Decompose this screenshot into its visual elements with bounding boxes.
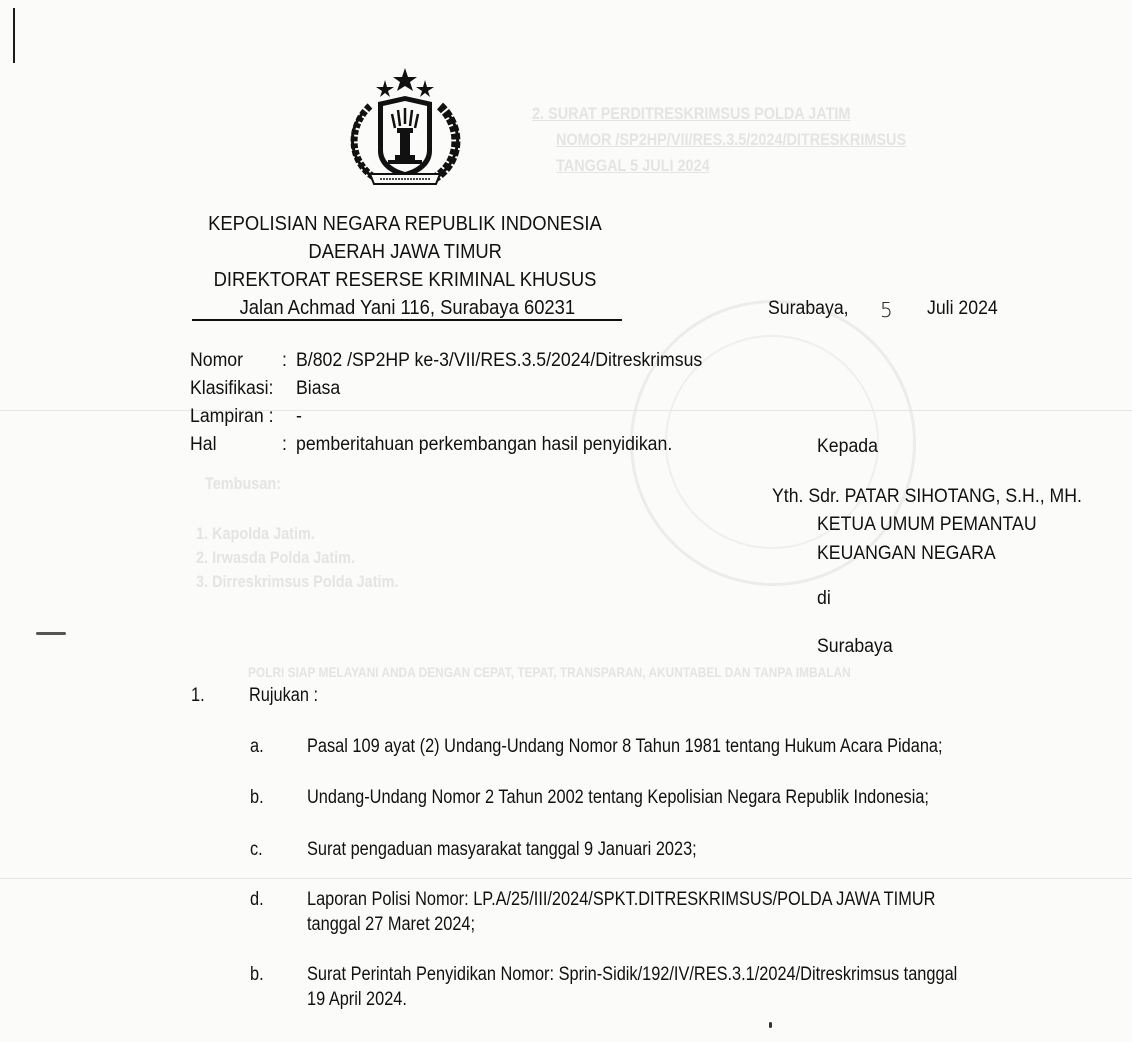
list-text: Laporan Polisi Nomor: LP.A/25/III/2024/SPKT.DITRESKRIMSUS/POLDA JAWA TIMUR xyxy=(307,889,936,910)
recipient-di: di xyxy=(817,588,831,609)
lampiran-label: Lampiran : xyxy=(190,406,274,427)
list-text: Undang-Undang Nomor 2 Tahun 2002 tentang Kepolisian Negara Republik Indonesia; xyxy=(307,787,929,808)
letterhead-address: Jalan Achmad Yani 116, Surabaya 60231 xyxy=(239,297,575,319)
list-letter: b. xyxy=(250,787,264,808)
hal-value: pemberitahuan perkembangan hasil penyidikan. xyxy=(296,434,673,455)
list-text-continued: 19 April 2024. xyxy=(307,989,407,1010)
ghost-tembusan: Tembusan: xyxy=(205,474,282,493)
ghost-line: TANGGAL 5 JULI 2024 xyxy=(556,156,710,175)
letterhead-line-3: DIREKTORAT RESERSE KRIMINAL KHUSUS xyxy=(213,269,597,291)
nomor-colon: : xyxy=(282,350,287,371)
lampiran-value: - xyxy=(296,406,302,427)
nomor-value: B/802 /SP2HP ke-3/VII/RES.3.5/2024/Ditreskrimsus xyxy=(296,350,703,371)
recipient-city: Surabaya xyxy=(817,636,893,657)
list-text: Surat Perintah Penyidikan Nomor: Sprin-Sidik/192/IV/RES.3.1/2024/Ditreskrimsus tanggal xyxy=(307,964,958,985)
scan-speck xyxy=(769,1022,772,1028)
date-month-year: Juli 2024 xyxy=(927,298,998,319)
klasifikasi-value: Biasa xyxy=(296,378,341,399)
date-day-handwritten: 5 xyxy=(880,298,893,322)
list-letter: c. xyxy=(250,839,263,860)
letterhead-line-1: KEPOLISIAN NEGARA REPUBLIK INDONESIA xyxy=(208,213,602,235)
recipient-name: Yth. Sdr. PATAR SIHOTANG, S.H., MH. xyxy=(772,486,1082,507)
scan-smudge xyxy=(36,632,66,635)
list-text-continued: tanggal 27 Maret 2024; xyxy=(307,914,476,935)
ghost-line: 2. SURAT PERDITRESKRIMSUS POLDA JATIM xyxy=(532,104,851,123)
scan-edge-mark xyxy=(13,8,15,63)
ghost-line: 3. Dirreskrimsus Polda Jatim. xyxy=(196,572,399,591)
recipient-title-2: KEUANGAN NEGARA xyxy=(817,543,996,564)
police-emblem-icon xyxy=(340,66,470,196)
klasifikasi-label: Klasifikasi: xyxy=(190,378,274,399)
list-letter: b. xyxy=(250,964,264,985)
ghost-line: 1. Kapolda Jatim. xyxy=(196,524,315,543)
list-text: Pasal 109 ayat (2) Undang-Undang Nomor 8 Tahun 1981 tentang Hukum Acara Pidana; xyxy=(307,736,943,757)
list-text: Surat pengaduan masyarakat tanggal 9 Januari 2023; xyxy=(307,839,697,860)
list-letter: d. xyxy=(250,889,264,910)
hal-colon: : xyxy=(282,434,287,455)
ghost-line: 2. Irwasda Polda Jatim. xyxy=(196,548,356,567)
hal-label: Hal xyxy=(190,434,217,455)
ghost-line: NOMOR /SP2HP/VII/RES.3.5/2024/DITRESKRIMSUS xyxy=(556,130,907,149)
ghost-motto: POLRI SIAP MELAYANI ANDA DENGAN CEPAT, TEPAT, TRANSPARAN, AKUNTABEL DAN TANPA IMBALAN xyxy=(248,664,851,680)
address-underline xyxy=(192,319,622,321)
recipient-title-1: KETUA UMUM PEMANTAU xyxy=(817,514,1037,535)
list-letter: a. xyxy=(250,736,264,757)
kepada-label: Kepada xyxy=(817,436,878,457)
section-title: Rujukan : xyxy=(249,685,319,706)
nomor-label: Nomor xyxy=(190,350,244,371)
section-number: 1. xyxy=(191,685,205,706)
paper-fold xyxy=(0,878,1132,879)
letterhead-line-2: DAERAH JAWA TIMUR xyxy=(308,241,502,263)
date-place: Surabaya, xyxy=(768,298,849,319)
paper-fold xyxy=(0,410,1132,411)
